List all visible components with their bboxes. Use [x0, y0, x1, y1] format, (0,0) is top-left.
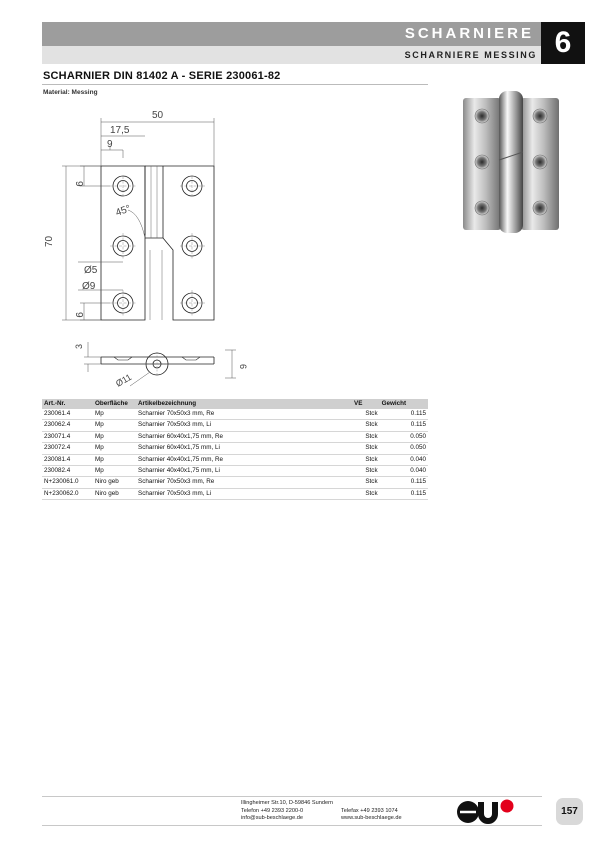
dim-offset: 17,5 — [110, 125, 130, 136]
table-row — [42, 420, 428, 431]
cell-surface: Niro geb — [93, 477, 136, 488]
dim-width: 50 — [152, 110, 164, 121]
material-label: Material: Messing — [43, 89, 98, 96]
cell-description: Scharnier 60x40x1,75 mm, Re — [136, 431, 352, 442]
cell-weight: 0.040 — [380, 454, 428, 465]
hinge-photo — [455, 88, 565, 238]
screw-holes — [113, 176, 202, 313]
col-weight: Gewicht — [380, 399, 428, 409]
cell-article-no: 230061.4 — [42, 409, 93, 420]
table-row — [42, 409, 428, 420]
cell-surface: Mp — [93, 466, 136, 477]
cell-description: Scharnier 40x40x1,75 mm, Re — [136, 454, 352, 465]
col-surface: Oberfläche — [93, 399, 136, 409]
cell-article-no: 230072.4 — [42, 443, 93, 454]
cell-description: Scharnier 40x40x1,75 mm, Li — [136, 466, 352, 477]
cell-surface: Mp — [93, 420, 136, 431]
cell-unit: Stck — [352, 431, 380, 442]
dim-hole-small: Ø5 — [84, 265, 98, 276]
col-unit: VE — [352, 399, 380, 409]
dim-thickness: 3 — [74, 343, 84, 349]
cell-weight: 0.115 — [380, 477, 428, 488]
title-divider — [42, 84, 428, 85]
right-leaf — [145, 166, 214, 320]
dim-knuckle: Ø11 — [114, 371, 134, 389]
cell-surface: Mp — [93, 409, 136, 420]
cell-description: Scharnier 70x50x3 mm, Re — [136, 409, 352, 420]
photo-knuckle — [499, 91, 523, 233]
dim-height: 70 — [44, 235, 55, 247]
page-number: 157 — [556, 798, 583, 825]
cell-article-no: N+230061.0 — [42, 477, 93, 488]
footer-contact-block — [341, 808, 402, 823]
footer-address: Illingheimer Str.10, D-59846 Sundern — [241, 800, 334, 806]
cell-weight: 0.115 — [380, 409, 428, 420]
footer-address-block — [241, 800, 333, 823]
chapter-number: 6 — [541, 22, 585, 64]
cell-article-no: 230082.4 — [42, 466, 93, 477]
dim-hole-large: Ø9 — [82, 281, 96, 292]
cell-unit: Stck — [352, 409, 380, 420]
cell-article-no: 230081.4 — [42, 454, 93, 465]
cell-surface: Niro geb — [93, 488, 136, 499]
cell-description: Scharnier 70x50x3 mm, Li — [136, 488, 352, 499]
footer-divider — [42, 796, 542, 797]
cell-weight: 0.050 — [380, 443, 428, 454]
article-table — [42, 399, 428, 500]
dim-bottom-margin: 9 — [73, 312, 84, 318]
technical-drawing — [44, 100, 250, 390]
cell-unit: Stck — [352, 488, 380, 499]
footer-web: www.sub-beschlaege.de — [341, 815, 402, 821]
cell-weight: 0.115 — [380, 488, 428, 499]
dim-angle: 45° — [114, 203, 133, 219]
cell-description: Scharnier 60x40x1,75 mm, Li — [136, 443, 352, 454]
cell-description: Scharnier 70x50x3 mm, Li — [136, 420, 352, 431]
side-view — [84, 342, 236, 386]
cell-weight: 0.040 — [380, 466, 428, 477]
cell-weight: 0.115 — [380, 420, 428, 431]
cell-unit: Stck — [352, 454, 380, 465]
company-logo — [456, 798, 516, 826]
table-header-row — [42, 399, 428, 409]
footer-phone: Telefon +49 2393 2200-0 — [241, 807, 304, 814]
cell-article-no: 230062.4 — [42, 420, 93, 431]
table-row — [42, 431, 428, 442]
product-title: SCHARNIER DIN 81402 A - SERIE 230061-82 — [43, 70, 281, 82]
cell-surface: Mp — [93, 443, 136, 454]
footer-email: info@sub-beschlaege.de — [241, 815, 303, 821]
table-row — [42, 488, 428, 499]
col-article-no: Art.-Nr. — [42, 399, 93, 409]
footer-fax: Telefax +49 2393 1074 — [341, 807, 398, 814]
section-title: SCHARNIERE — [404, 25, 534, 42]
cell-unit: Stck — [352, 420, 380, 431]
dim-top-margin: 9 — [73, 181, 84, 187]
cell-article-no: 230071.4 — [42, 431, 93, 442]
table-row — [42, 466, 428, 477]
cell-description: Scharnier 70x50x3 mm, Re — [136, 477, 352, 488]
dim-hole-offset: 9 — [107, 139, 113, 150]
subsection-title: SCHARNIERE MESSING — [404, 50, 537, 60]
col-description: Artikelbezeichnung — [136, 399, 352, 409]
table-row — [42, 477, 428, 488]
cell-weight: 0.050 — [380, 431, 428, 442]
table-row — [42, 443, 428, 454]
cell-unit: Stck — [352, 443, 380, 454]
cell-article-no: N+230062.0 — [42, 488, 93, 499]
cell-surface: Mp — [93, 431, 136, 442]
cell-unit: Stck — [352, 477, 380, 488]
dim-knuckle-height: 6 — [238, 364, 248, 370]
cell-unit: Stck — [352, 466, 380, 477]
cell-surface: Mp — [93, 454, 136, 465]
table-row — [42, 454, 428, 465]
